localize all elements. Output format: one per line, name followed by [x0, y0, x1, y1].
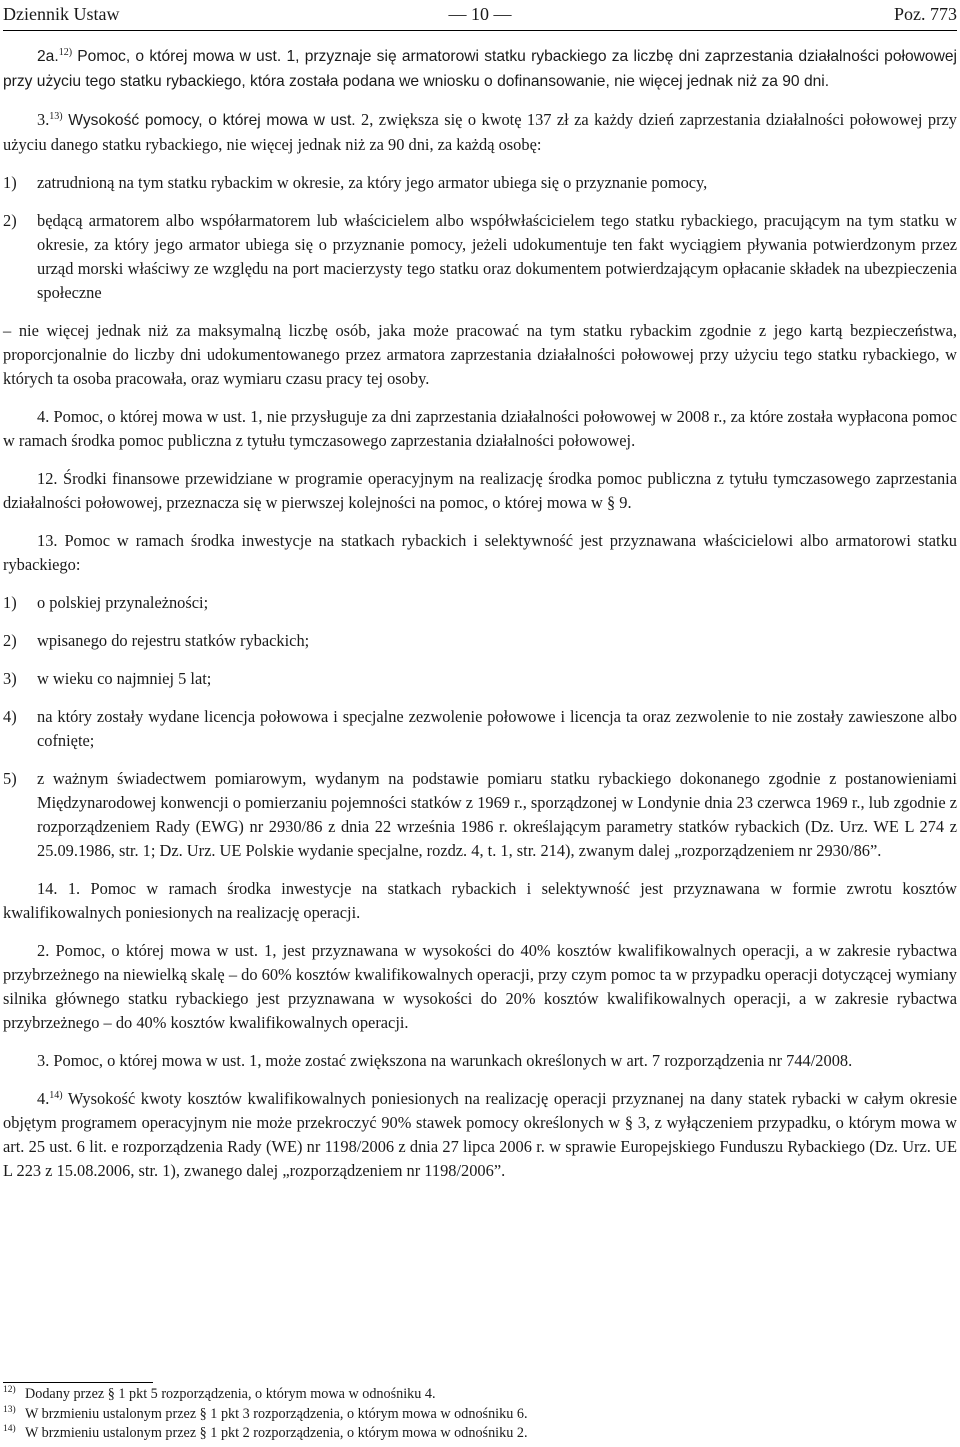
paragraph-text: Pomoc, o której mowa w ust. 1, przyznaje się armatorowi statku rybackiego za liczbę dni zaprzestania działalności połowowej przy użyciu tego statku rybackiego, która została podana we wniosku o dofinansowanie, nie więcej jednak niż za 90 dni. [3, 48, 957, 90]
list-number: 2) [3, 631, 17, 650]
footnote-ref: 14) [49, 1090, 63, 1101]
list-item [3, 171, 957, 195]
list-item [3, 591, 957, 615]
list-text: zatrudnioną na tym statku rybackim w okresie, za który jego armator ubiega się o przyznanie pomocy, [37, 173, 708, 192]
section-12: 12. Środki finansowe przewidziane w programie operacyjnym na realizację środka pomoc publiczna z tytułu tymczasowego zaprzestania działalności połowowej, przeznacza się w pierwszej kolejności na pomoc, o której mowa w § 9. [3, 469, 957, 512]
paragraph-3 [3, 108, 957, 157]
paragraph-text: Wysokość kwoty kosztów kwalifikowalnych poniesionych na realizację operacji przyznanej na dany statek rybacki w całym okresie objętym programem operacyjnym nie może przekroczyć 90% stawek pomocy określonych w § 3, z wyłączeniem przypadku, o którym mowa w art. 25 ust. 6 lit. e rozporządzenia Rady (WE) nr 1198/2006 z dnia 27 lipca 2006 r. w sprawie Europejskiego Funduszu Rybackiego (Dz. Urz. UE L 223 z 15.08.2006, str. 1), zwanego dalej „rozporządzeniem nr 1198/2006”. [3, 1089, 957, 1180]
footnote-text: W brzmieniu ustalonym przez § 1 pkt 3 rozporządzenia, o którym mowa w odnośniku 6. [25, 1405, 528, 1422]
list-text: będącą armatorem albo współarmatorem lub właścicielem albo współwłaścicielem tego statku rybackiego, pracującym na tym statku w okresie, za który jego armator ubiega się o przyznanie pomocy, jeżeli udokumentuje ten fakt wyciągiem pływania potwierdzonym przez urząd morski właściwy ze względu na port macierzysty tego statku oraz dokumentem potwierdzającym opłacanie składek na ubezpieczenia społeczne [37, 211, 957, 302]
footnote-text: W brzmieniu ustalonym przez § 1 pkt 2 rozporządzenia, o którym mowa w odnośniku 2. [25, 1425, 528, 1441]
footnote-mark: 12) [3, 1385, 16, 1395]
page-number: — 10 — [448, 4, 512, 24]
paragraph-4: 4. Pomoc, o której mowa w ust. 1, nie przysługuje za dni zaprzestania działalności połowowej w 2008 r., za które została wypłacona pomoc w ramach środka pomoc publiczna z tytułu tymczasowego zaprzestania działalności połowowej. [3, 407, 957, 450]
list-number: 3) [3, 669, 17, 688]
page-header [3, 0, 957, 31]
footnote-mark: 13) [3, 1404, 16, 1415]
paragraph-3-tail: – nie więcej jednak niż za maksymalną liczbę osób, jaka może pracować na tym statku rybackim zgodnie z jego kartą bezpieczeństwa, proporcjonalnie do liczby dni udokumentowanego przez armatora zaprzestania działalności połowowej przy użyciu tego statku rybackiego, w których ta osoba pracowała, oraz wymiaru czasu pracy tej osoby. [3, 321, 957, 388]
footnote-ref: 13) [49, 111, 63, 122]
list-text: w wieku co najmniej 5 lat; [37, 669, 212, 688]
footnote-ref: 12) [58, 47, 73, 58]
section-14-1: 14. 1. Pomoc w ramach środka inwestycje na statkach rybackich i selektywność jest przyznawana w formie zwrotu kosztów kwalifikowalnych poniesionych na realizację operacji. [3, 879, 957, 922]
list-number: 4) [3, 707, 17, 726]
paragraph-2a [3, 44, 957, 94]
section-14-4 [3, 1087, 957, 1183]
footnote [3, 1424, 957, 1444]
list-text: wpisanego do rejestru statków rybackich; [37, 631, 310, 650]
section-14-2: 2. Pomoc, o której mowa w ust. 1, jest przyznawana w wysokości do 40% kosztów kwalifikowalnych operacji, a w zakresie rybactwa przybrzeżnego na niewielką skalę – do 60% kosztów kwalifikowalnych operacji, przy czym pomoc ta w przypadku operacji dotyczącej wymiany silnika głównego statku rybackiego jest przyznawana w wysokości do 20% kosztów kwalifikowalnych operacji, a w zakresie rybactwa przybrzeżnego – do 40% kosztów kwalifikowalnych operacji. [3, 941, 957, 1032]
position-number: Poz. 773 [894, 4, 957, 24]
list-item [3, 767, 957, 863]
paragraph-text: 2, zwiększa się o kwotę 137 zł za każdy dzień zaprzestania działalności połowowej przy użyciu danego statku rybackiego, nie więcej jednak niż za 90 dni, za każdą osobę: [3, 110, 957, 154]
list-item [3, 705, 957, 753]
paragraph-number: 3. [37, 110, 50, 129]
list-text: na który zostały wydane licencja połowowa i specjalne zezwolenie połowowe i licencja ta oraz zezwolenie to nie zostały zawieszone albo cofnięte; [37, 707, 957, 750]
footnote [3, 1405, 957, 1425]
list-number: 1) [3, 173, 17, 192]
paragraph-number: 2a. [37, 48, 59, 65]
footnote-mark: 14) [3, 1424, 16, 1434]
list-number: 2) [3, 211, 17, 230]
list-text: o polskiej przynależności; [37, 593, 209, 612]
list-number: 1) [3, 593, 17, 612]
paragraph-lead: Wysokość pomocy, o której mowa w ust. [62, 112, 356, 129]
footnotes [3, 1382, 957, 1444]
list-item [3, 209, 957, 305]
footnote-divider [3, 1382, 153, 1383]
section-13: 13. Pomoc w ramach środka inwestycje na statkach rybackich i selektywność jest przyznawana właścicielowi albo armatorowi statku rybackiego: [3, 531, 957, 574]
list-text: z ważnym świadectwem pomiarowym, wydanym na podstawie pomiaru statku rybackiego dokonanego zgodnie z postanowieniami Międzynarodowej konwencji o pomierzaniu pojemności statków z 1969 r., sporządzonej w Londynie dnia 23 czerwca 1969 r., lub zgodnie z rozporządzeniem Rady (EWG) nr 2930/86 z dnia 22 września 1986 r. określającym parametry statków rybackich (Dz. Urz. WE L 274 z 25.09.1986, str. 1; Dz. Urz. UE Polskie wydanie specjalne, rozdz. 4, t. 1, str. 214), zwanym dalej „rozporządzeniem nr 2930/86”. [37, 769, 957, 860]
list-item [3, 667, 957, 691]
footnote [3, 1385, 957, 1405]
paragraph-number: 4. [37, 1089, 50, 1108]
list-item [3, 629, 957, 653]
section-14-3: 3. Pomoc, o której mowa w ust. 1, może zostać zwiększona na warunkach określonych w art. 7 rozporządzenia nr 744/2008. [37, 1051, 853, 1070]
journal-title: Dziennik Ustaw [3, 4, 120, 24]
document-body [3, 44, 957, 1197]
footnote-text: Dodany przez § 1 pkt 5 rozporządzenia, o którym mowa w odnośniku 4. [25, 1386, 436, 1402]
list-number: 5) [3, 769, 17, 788]
